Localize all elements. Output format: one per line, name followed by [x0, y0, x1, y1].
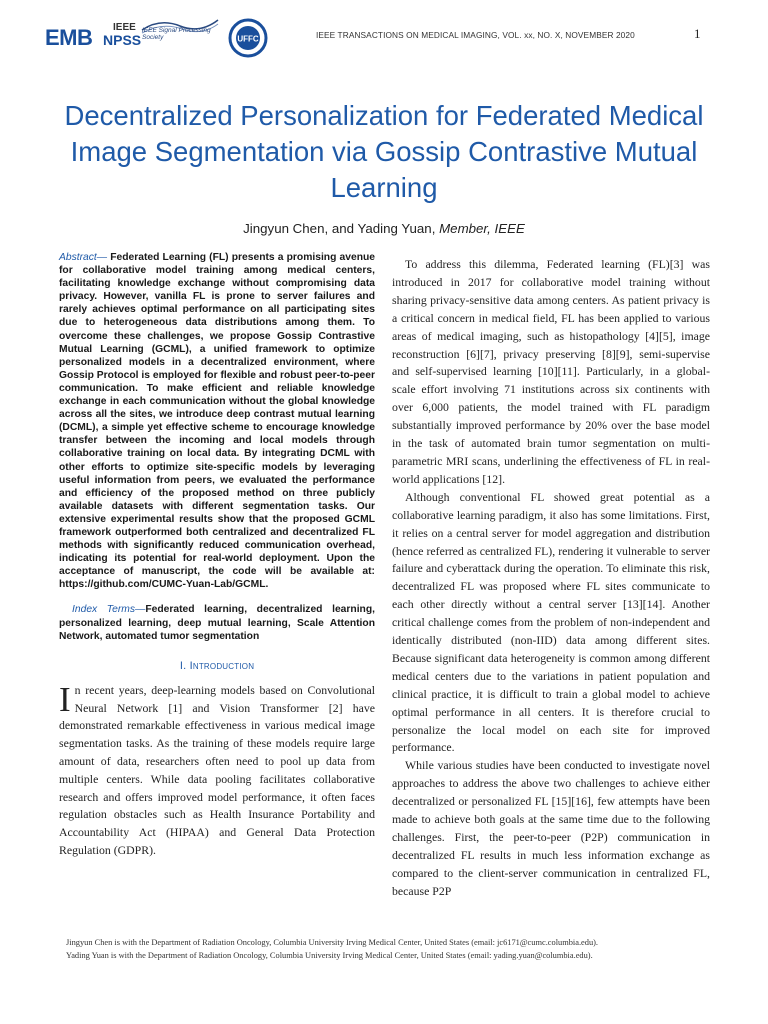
ufcc-badge-icon: [228, 18, 268, 58]
ufcc-logo: [228, 18, 268, 63]
npss-logo-text: NPSS: [103, 32, 142, 48]
page-number: 1: [694, 26, 701, 41]
footnote-author-2: Yading Yuan is with the Department of Radiation Oncology, Columbia University Irving Medical Center, United States (email: yading.yuan@columbia.edu).: [66, 951, 593, 960]
footnotes: [60, 936, 710, 962]
section-heading: [59, 660, 375, 672]
ieee-logo-text: IEEE: [113, 22, 136, 33]
abstract-lead: Abstract—: [59, 252, 108, 263]
left-column: [59, 251, 375, 860]
ufcc-logo-text: UFFC: [237, 34, 259, 44]
index-terms-text: Federated learning, decentralized learning, personalized learning, deep mutual learning, Scale Attention Network, automated tumor segmentation: [59, 604, 375, 642]
author-membership: Member, IEEE: [439, 221, 525, 236]
running-head: IEEE TRANSACTIONS ON MEDICAL IMAGING, VOL. xx, NO. X, NOVEMBER 2020: [316, 30, 635, 40]
intro-paragraph-1-text: n recent years, deep-learning models based on Convolutional Neural Network [1] and Vision Transformer [2] have demonstrated remarkable effectiveness in various medical image segmentation tasks. As the training of these models require large amount of data, researchers often need to pool up data from multiple centers. While data pooling facilitates collaborative research and offers improved model performance, it often faces regulation obstacles such as Health Insurance Portability and Accountability Act (HIPAA) and General Data Protection Regulation (GDPR).: [59, 682, 375, 857]
author-names: Jingyun Chen, and Yading Yuan,: [243, 221, 436, 236]
section-title: Introduction: [189, 659, 255, 672]
author-line: [60, 221, 708, 236]
intro-paragraph-2: To address this dilemma, Federated learning (FL)[3] was introduced in 2017 for collaborative model training without sharing privacy-sensitive data among centers. As patient privacy is a critical concern in medical field, FL has been applied to various areas of medical imaging, such as histopathology [4][5], image reconstruction [6][7], privacy preserving [8][9], semi-supervise and self-supervised learning [10][11]. Particularly, in a global-scale effort involving 71 institutions across six continents with over 6,000 patients, the model trained with FL paradigm substantially improved performance by 20% over the base model in the task of automated brain tumor segmentation on multi-parametric MRI scans, underlining the effectiveness of FL in real-world applications [12].: [392, 257, 710, 486]
footnote-author-1: Jingyun Chen is with the Department of Radiation Oncology, Columbia University Irving Medical Center, United States (email: jc6171@cumc.columbia.edu).: [66, 938, 599, 947]
index-terms: [59, 603, 375, 642]
emb-logo: EMB: [45, 25, 93, 50]
paper-title: Decentralized Personalization for Federated Medical Image Segmentation via Gossip Contrastive Mutual Learning: [64, 100, 704, 203]
abstract: [59, 251, 375, 591]
publisher-logos: [45, 16, 285, 58]
abstract-text: Federated Learning (FL) presents a promising avenue for collaborative model training among medical centers, facilitating knowledge exchange without compromising data privacy. However, vanilla FL is prone to server failures and rarely achieves optimal performance on all participating sites due to heterogeneous data distributions among them. To overcome these challenges, we propose Gossip Contrastive Mutual Learning (GCML), a unified framework to optimize personalized models in a decentralized environment, where Gossip Protocol is employed for flexible and robust peer-to-peer communication. To make efficient and reliable knowledge exchange in each communication without the global knowledge across all the sites, we introduce deep contrast mutual learning (DCML), a simple yet effective scheme to encourage knowledge transfer between the incoming and local models through collaborative training on local data. By integrating DCML with other efforts to optimize site-specific models by leveraging useful information from peers, we evaluated the performance and efficiency of the proposed method on three publicly available datasets with different segmentation tasks. Our extensive experimental results show that the proposed GCML framework outperformed both centralized and decentralized FL methods with significantly reduced communication overhead, indicating its potential for real-world deployment. Upon the acceptance of manuscript, the code will be available at: https://github.com/CUMC-Yuan-Lab/GCML.: [59, 252, 375, 591]
right-column: [392, 256, 710, 901]
intro-paragraph-1: [59, 679, 375, 860]
sps-logo-text: IEEE Signal Processing Society: [142, 27, 211, 42]
section-number: I.: [179, 659, 187, 672]
index-terms-lead: Index Terms—: [72, 604, 146, 616]
intro-paragraph-4: While various studies have been conducted to investigate novel approaches to address the above two challenges to achieve either decentralized or personalized FL [15][16], few attempts have been made to achieve both goals at the same time due to the following challenges. First, the peer-to-peer (P2P) communication in decentralized FL results in much less information exchange as compared to the client-server communication in centralized FL, because P2P: [392, 758, 710, 898]
intro-paragraph-3: Although conventional FL showed great potential as a collaborative learning paradigm, it also has some limitations. First, it relies on a central server for model aggregation and distribution (hence referred as centralized FL), rendering it vulnerable to server failure and cyberattack during the operation. To eliminate this risk, decentralized FL was proposed where FL sites communicate to each other directly without a central server [13][14]. Another critical challenge comes from the problem of non-independent and identically distributed (non-IID) data among different sites. Because significant data heterogeneity is common among different medical centers due to the variations in patient population and clinical practice, it is difficult to train a global model to achieve optimal performance in all centers. It is therefore crucial to personalize the local model on each site for improved performance.: [392, 489, 710, 755]
dropcap: I: [59, 679, 71, 719]
ieee-npss-logo: [103, 23, 141, 47]
